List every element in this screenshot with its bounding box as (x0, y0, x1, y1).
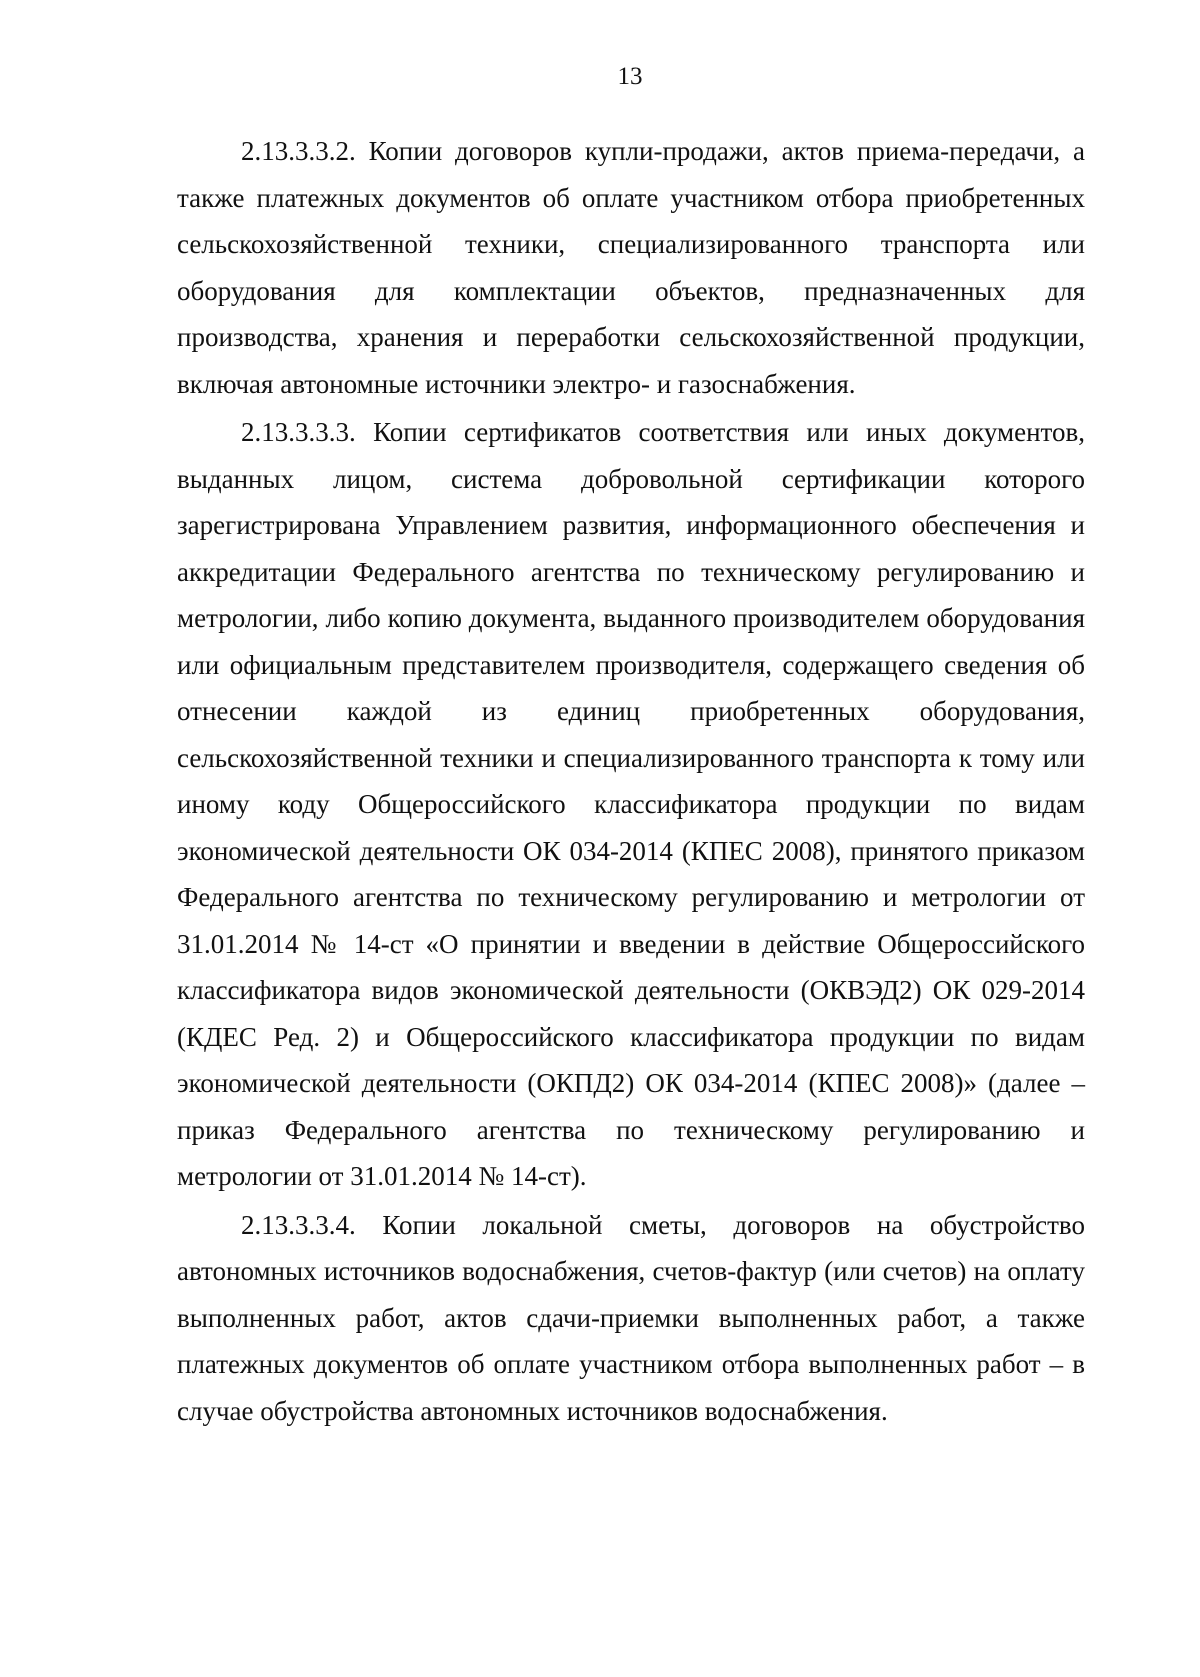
document-body (177, 128, 1085, 1436)
paragraph-2-13-3-3-3: 2.13.3.3.3. Копии сертификатов соответствия или иных документов, выданных лицом, система добровольной сертификации которого зарегистрирована Управлением развития, информационного обеспечения и аккредитации Федерального агентства по техническому регулированию и метрологии, либо копию документа, выданного производителем оборудования или официальным представителем производителя, содержащего сведения об отнесении каждой из единиц приобретенных оборудования, сельскохозяйственной техники и специализированного транспорта к тому или иному коду Общероссийского классификатора продукции по видам экономической деятельности ОК 034-2014 (КПЕС 2008), принятого приказом Федерального агентства по техническому регулированию и метрологии от 31.01.2014 № 14-ст «О принятии и введении в действие Общероссийского классификатора видов экономической деятельности (ОКВЭД2) ОК 029-2014 (КДЕС Ред. 2) и Общероссийского классификатора продукции по видам экономической деятельности (ОКПД2) ОК 034-2014 (КПЕС 2008)» (далее – приказ Федерального агентства по техническому регулированию и метрологии от 31.01.2014 № 14-ст). (177, 417, 1085, 1191)
page-number: 13 (617, 63, 643, 90)
paragraph-2-13-3-3-2: 2.13.3.3.2. Копии договоров купли-продажи, актов приема-передачи, а также платежных документов об оплате участником отбора приобретенных сельскохозяйственной техники, специализированного транспорта или оборудования для комплектации объектов, предназначенных для производства, хранения и переработки сельскохозяйственной продукции, включая автономные источники электро- и газоснабжения. (177, 136, 1085, 399)
paragraph-2-13-3-3-4: 2.13.3.3.4. Копии локальной сметы, договоров на обустройство автономных источников водоснабжения, счетов-фактур (или счетов) на оплату выполненных работ, актов сдачи-приемки выполненных работ, а также платежных документов об оплате участником отбора выполненных работ – в случае обустройства автономных источников водоснабжения. (177, 1209, 1085, 1426)
